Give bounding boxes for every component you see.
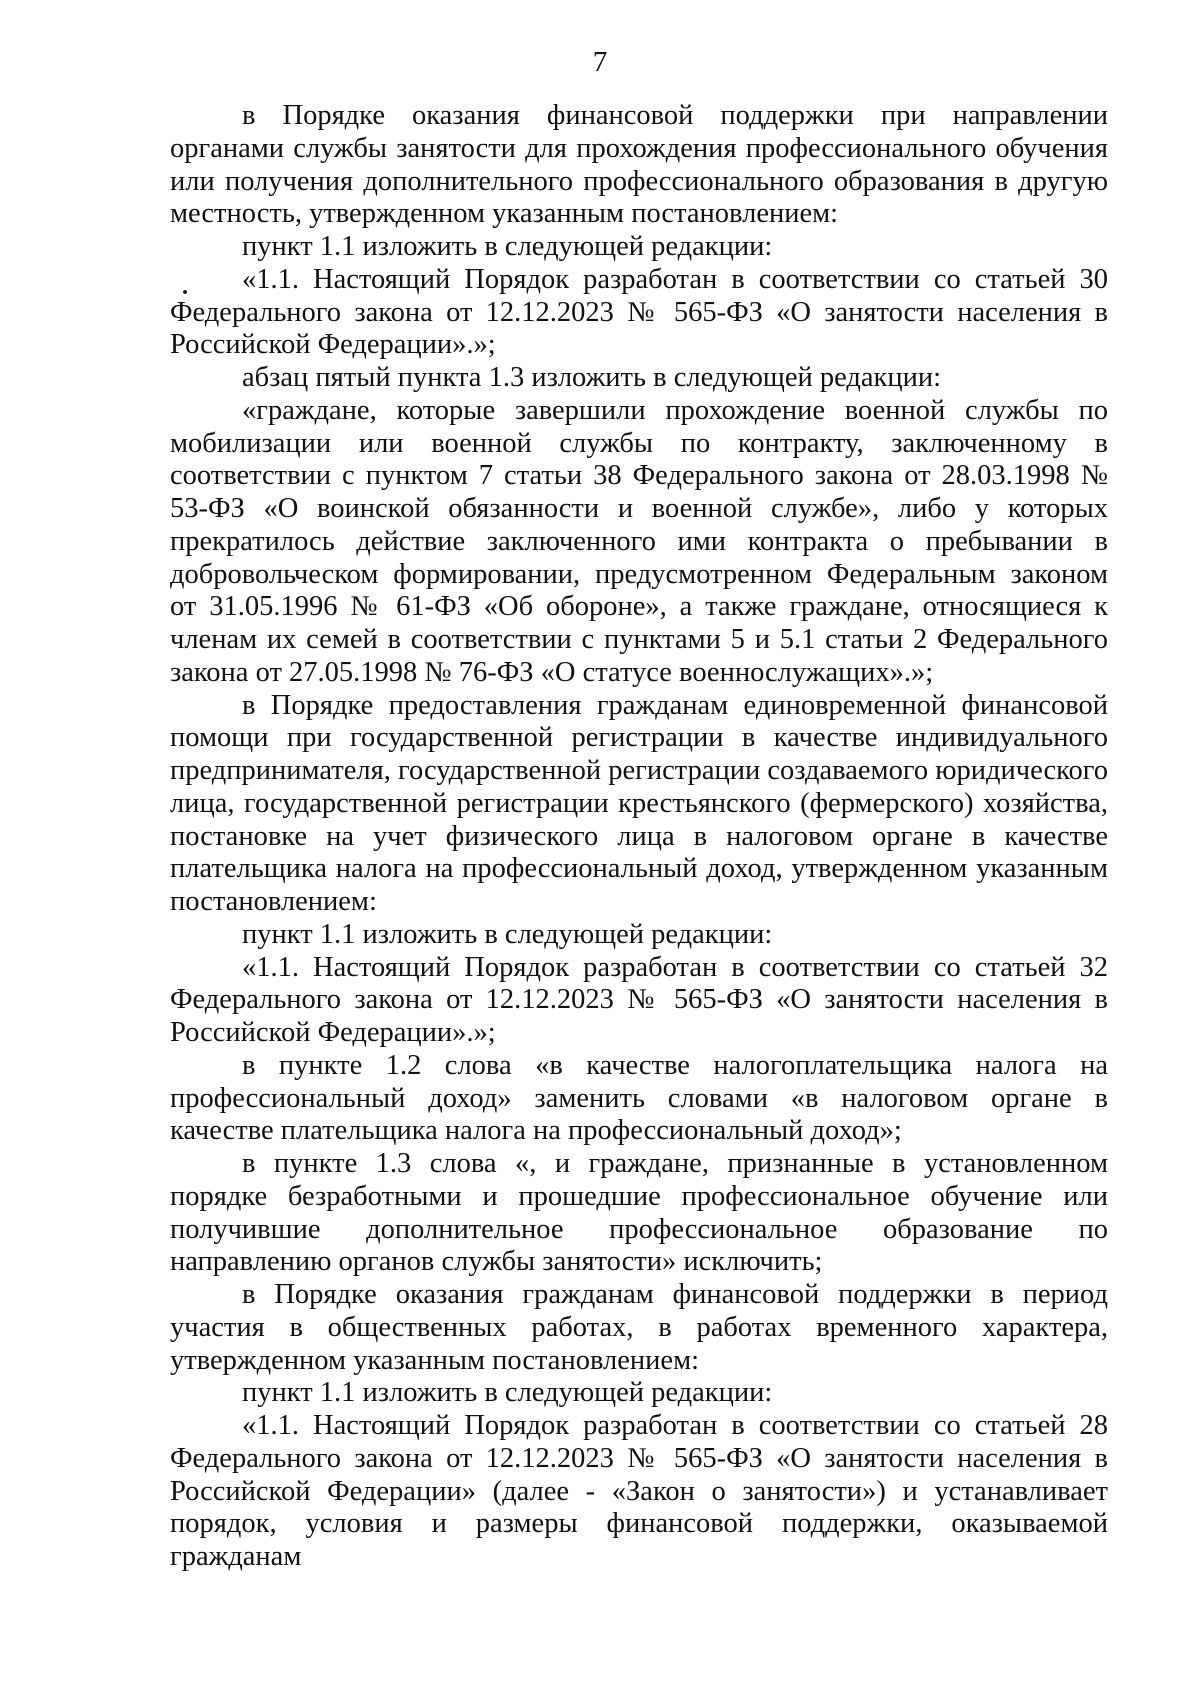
paragraph: в Порядке предоставления гражданам единовременной финансовой помощи при государственной регистрации в качестве индивидуального предпринимателя, государственной регистрации создаваемого юридического лица, государственной регистрации крестьянского (фермерского) хозяйства, постановке на учет физического лица в налоговом органе в качестве плательщика налога на профессиональный доход, утвержденном указанным постановлением: bbox=[170, 689, 1108, 917]
paragraph: пункт 1.1 изложить в следующей редакции: bbox=[242, 231, 773, 262]
paragraph: «граждане, которые завершили прохождение военной службы по мобилизации или военной службы по контракту, заключенному в соответствии с пунктом 7 статьи 38 Федерального закона от 28.03.1998 № 53-ФЗ «О воинской обязанности и военной службе», либо у которых прекратилось действие заключенного ими контракта о пребывании в добровольческом формировании, предусмотренном Федеральным законом от 31.05.1996 № 61-ФЗ «Об обороне», а также граждане, относящиеся к членам их семей в соответствии с пунктами 5 и 5.1 статьи 2 Федерального закона от 27.05.1998 № 76-ФЗ «О статусе военнослужащих».»; bbox=[170, 394, 1108, 688]
paragraph: «1.1. Настоящий Порядок разработан в соответствии со статьей 30 Федерального закона от 12.12.2023 № 565-ФЗ «О занятости населения в Российской Федерации».»; bbox=[170, 263, 1108, 361]
paragraph: в Порядке оказания гражданам финансовой поддержки в период участия в общественных работах, в работах временного характера, утвержденном указанным постановлением: bbox=[170, 1279, 1108, 1376]
paragraph: в пункте 1.2 слова «в качестве налогоплательщика налога на профессиональный доход» заменить словами «в налоговом органе в качестве плательщика налога на профессиональный доход»; bbox=[170, 1049, 1108, 1147]
paragraph: пункт 1.1 изложить в следующей редакции: bbox=[242, 918, 773, 950]
document-body bbox=[170, 100, 1108, 1574]
paragraph: «1.1. Настоящий Порядок разработан в соответствии со статьей 28 Федерального закона от 12.12.2023 № 565-ФЗ «О занятости населения в Российской Федерации» (далее - «Закон о занятости») и устанавливает порядок, условия и размеры финансовой поддержки, оказываемой гражданам bbox=[170, 1410, 1108, 1572]
paragraph: в Порядке оказания финансовой поддержки при направлении органами службы занятости для прохождения профессионального обучения или получения дополнительного профессионального образования в другую местность, утвержденном указанным постановлением: bbox=[170, 100, 1108, 230]
paragraph: в пункте 1.3 слова «, и граждане, признанные в установленном порядке безработными и прошедшие профессиональное обучение или получившие дополнительное профессиональное образование по направлению органов службы занятости» исключить; bbox=[170, 1148, 1108, 1278]
paragraph: абзац пятый пункта 1.3 изложить в следующей редакции: bbox=[242, 362, 942, 393]
paragraph: «1.1. Настоящий Порядок разработан в соответствии со статьей 32 Федерального закона от 12.12.2023 № 565-ФЗ «О занятости населения в Российской Федерации».»; bbox=[170, 951, 1108, 1048]
paragraph: пункт 1.1 изложить в следующей редакции: bbox=[242, 1377, 773, 1409]
page-number: 7 bbox=[592, 46, 608, 78]
